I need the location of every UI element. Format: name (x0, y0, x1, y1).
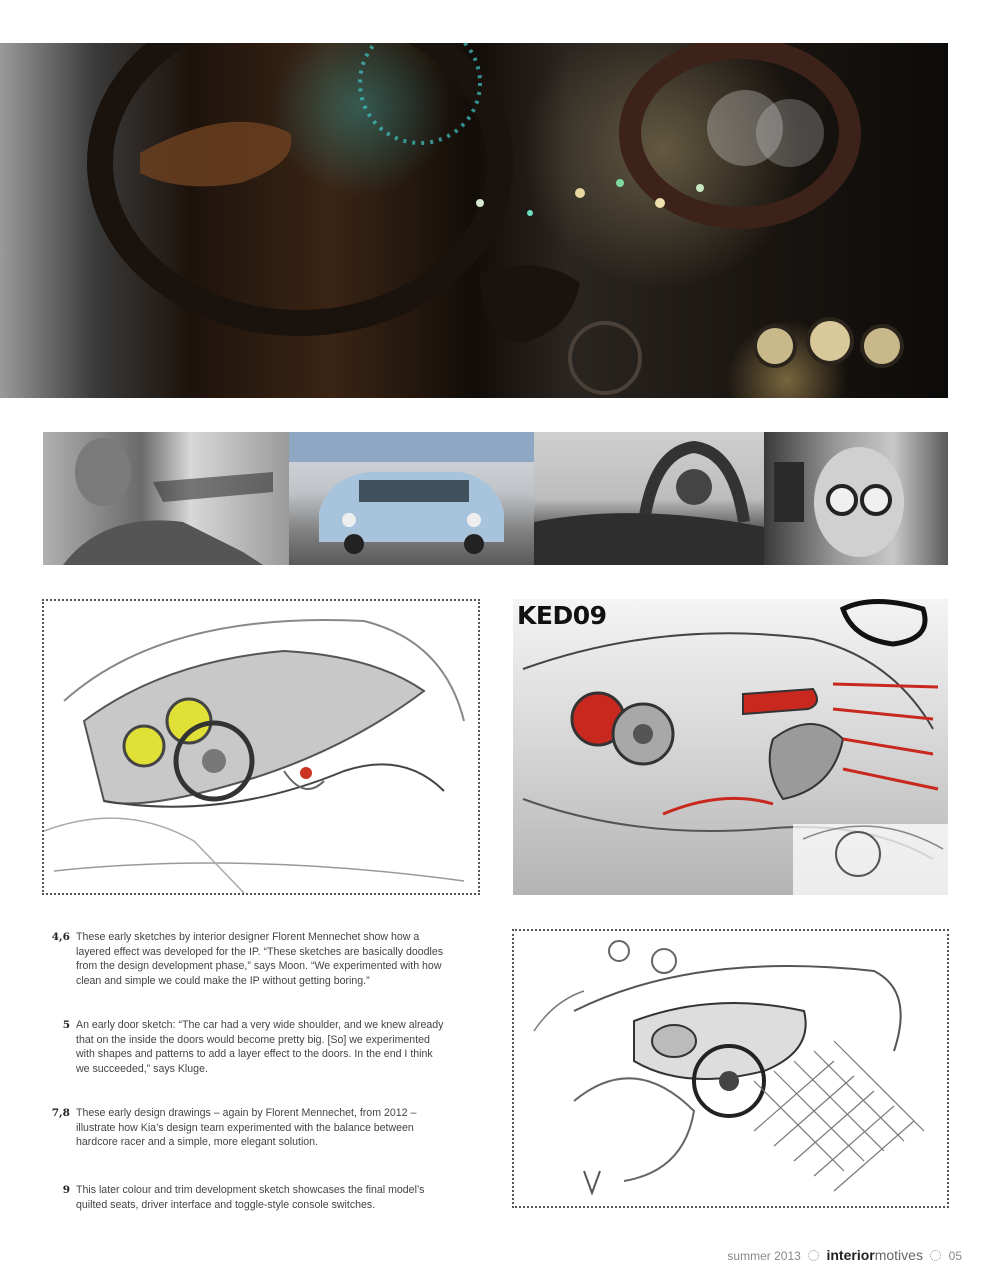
quilted-seat-sketch-art (514, 931, 947, 1206)
cockpit-rollbar-photo (534, 432, 764, 565)
driver-portrait-art (43, 432, 289, 565)
quilted-seat-sketch-panel (512, 929, 949, 1208)
caption-text: These early design drawings – again by Florent Mennechet, from 2012 – illustrate how Kia’s design team experimented with the balance between hardcore racer and a simple, more elegant solution. (76, 1107, 417, 1148)
caption-5 (48, 1018, 448, 1076)
caption-4-6 (48, 930, 448, 988)
caption-text: An early door sketch: “The car had a very wide shoulder, and we knew already that on the inside the doors would become pretty big. [So] we experimented with shapes and patterns to add a layer effect to the doors. In the end I think we succeeded,” says Kluge. (76, 1019, 444, 1075)
caption-number: 9 (62, 1184, 70, 1196)
caption-number: 5 (62, 1019, 70, 1031)
separator-dot-icon (930, 1250, 941, 1261)
footer-brand-bold: interior (826, 1247, 875, 1263)
cockpit-rollbar-art (534, 432, 764, 565)
caption-text: These early sketches by interior designer Florent Mennechet show how a layered effect was developed for the IP. “These sketches are basically doodles from the design development phase,” says Moon. “We experimented with how clean and simple we could make the IP without getting boring.” (76, 931, 444, 987)
page-footer (727, 1247, 962, 1263)
caption-9 (48, 1183, 448, 1212)
caption-number: 4,6 (51, 931, 70, 943)
ip-sketch-art (44, 601, 478, 893)
hero-photo-art (0, 43, 948, 398)
separator-dot-icon (808, 1250, 819, 1261)
ip-sketch-panel (42, 599, 480, 895)
ked09-label: KED09 (517, 601, 607, 630)
caption-text: This later colour and trim development sketch showcases the final model’s quilted seats, driver interface and toggle-style console switches. (76, 1184, 425, 1211)
door-sketch-art (513, 599, 948, 895)
goggled-racer-photo (764, 432, 948, 565)
footer-page-number: 05 (948, 1249, 962, 1263)
footer-season: summer 2013 (727, 1249, 801, 1263)
racing-car-art (289, 432, 534, 565)
door-sketch-panel (513, 599, 948, 895)
goggled-racer-art (764, 432, 948, 565)
footer-brand-light: motives (874, 1247, 923, 1263)
racing-car-photo (289, 432, 534, 565)
caption-number: 7,8 (51, 1107, 70, 1119)
steering-wheel-left (100, 43, 500, 323)
caption-7-8 (48, 1106, 448, 1150)
driver-portrait-photo (43, 432, 289, 565)
hero-photo (0, 43, 948, 398)
